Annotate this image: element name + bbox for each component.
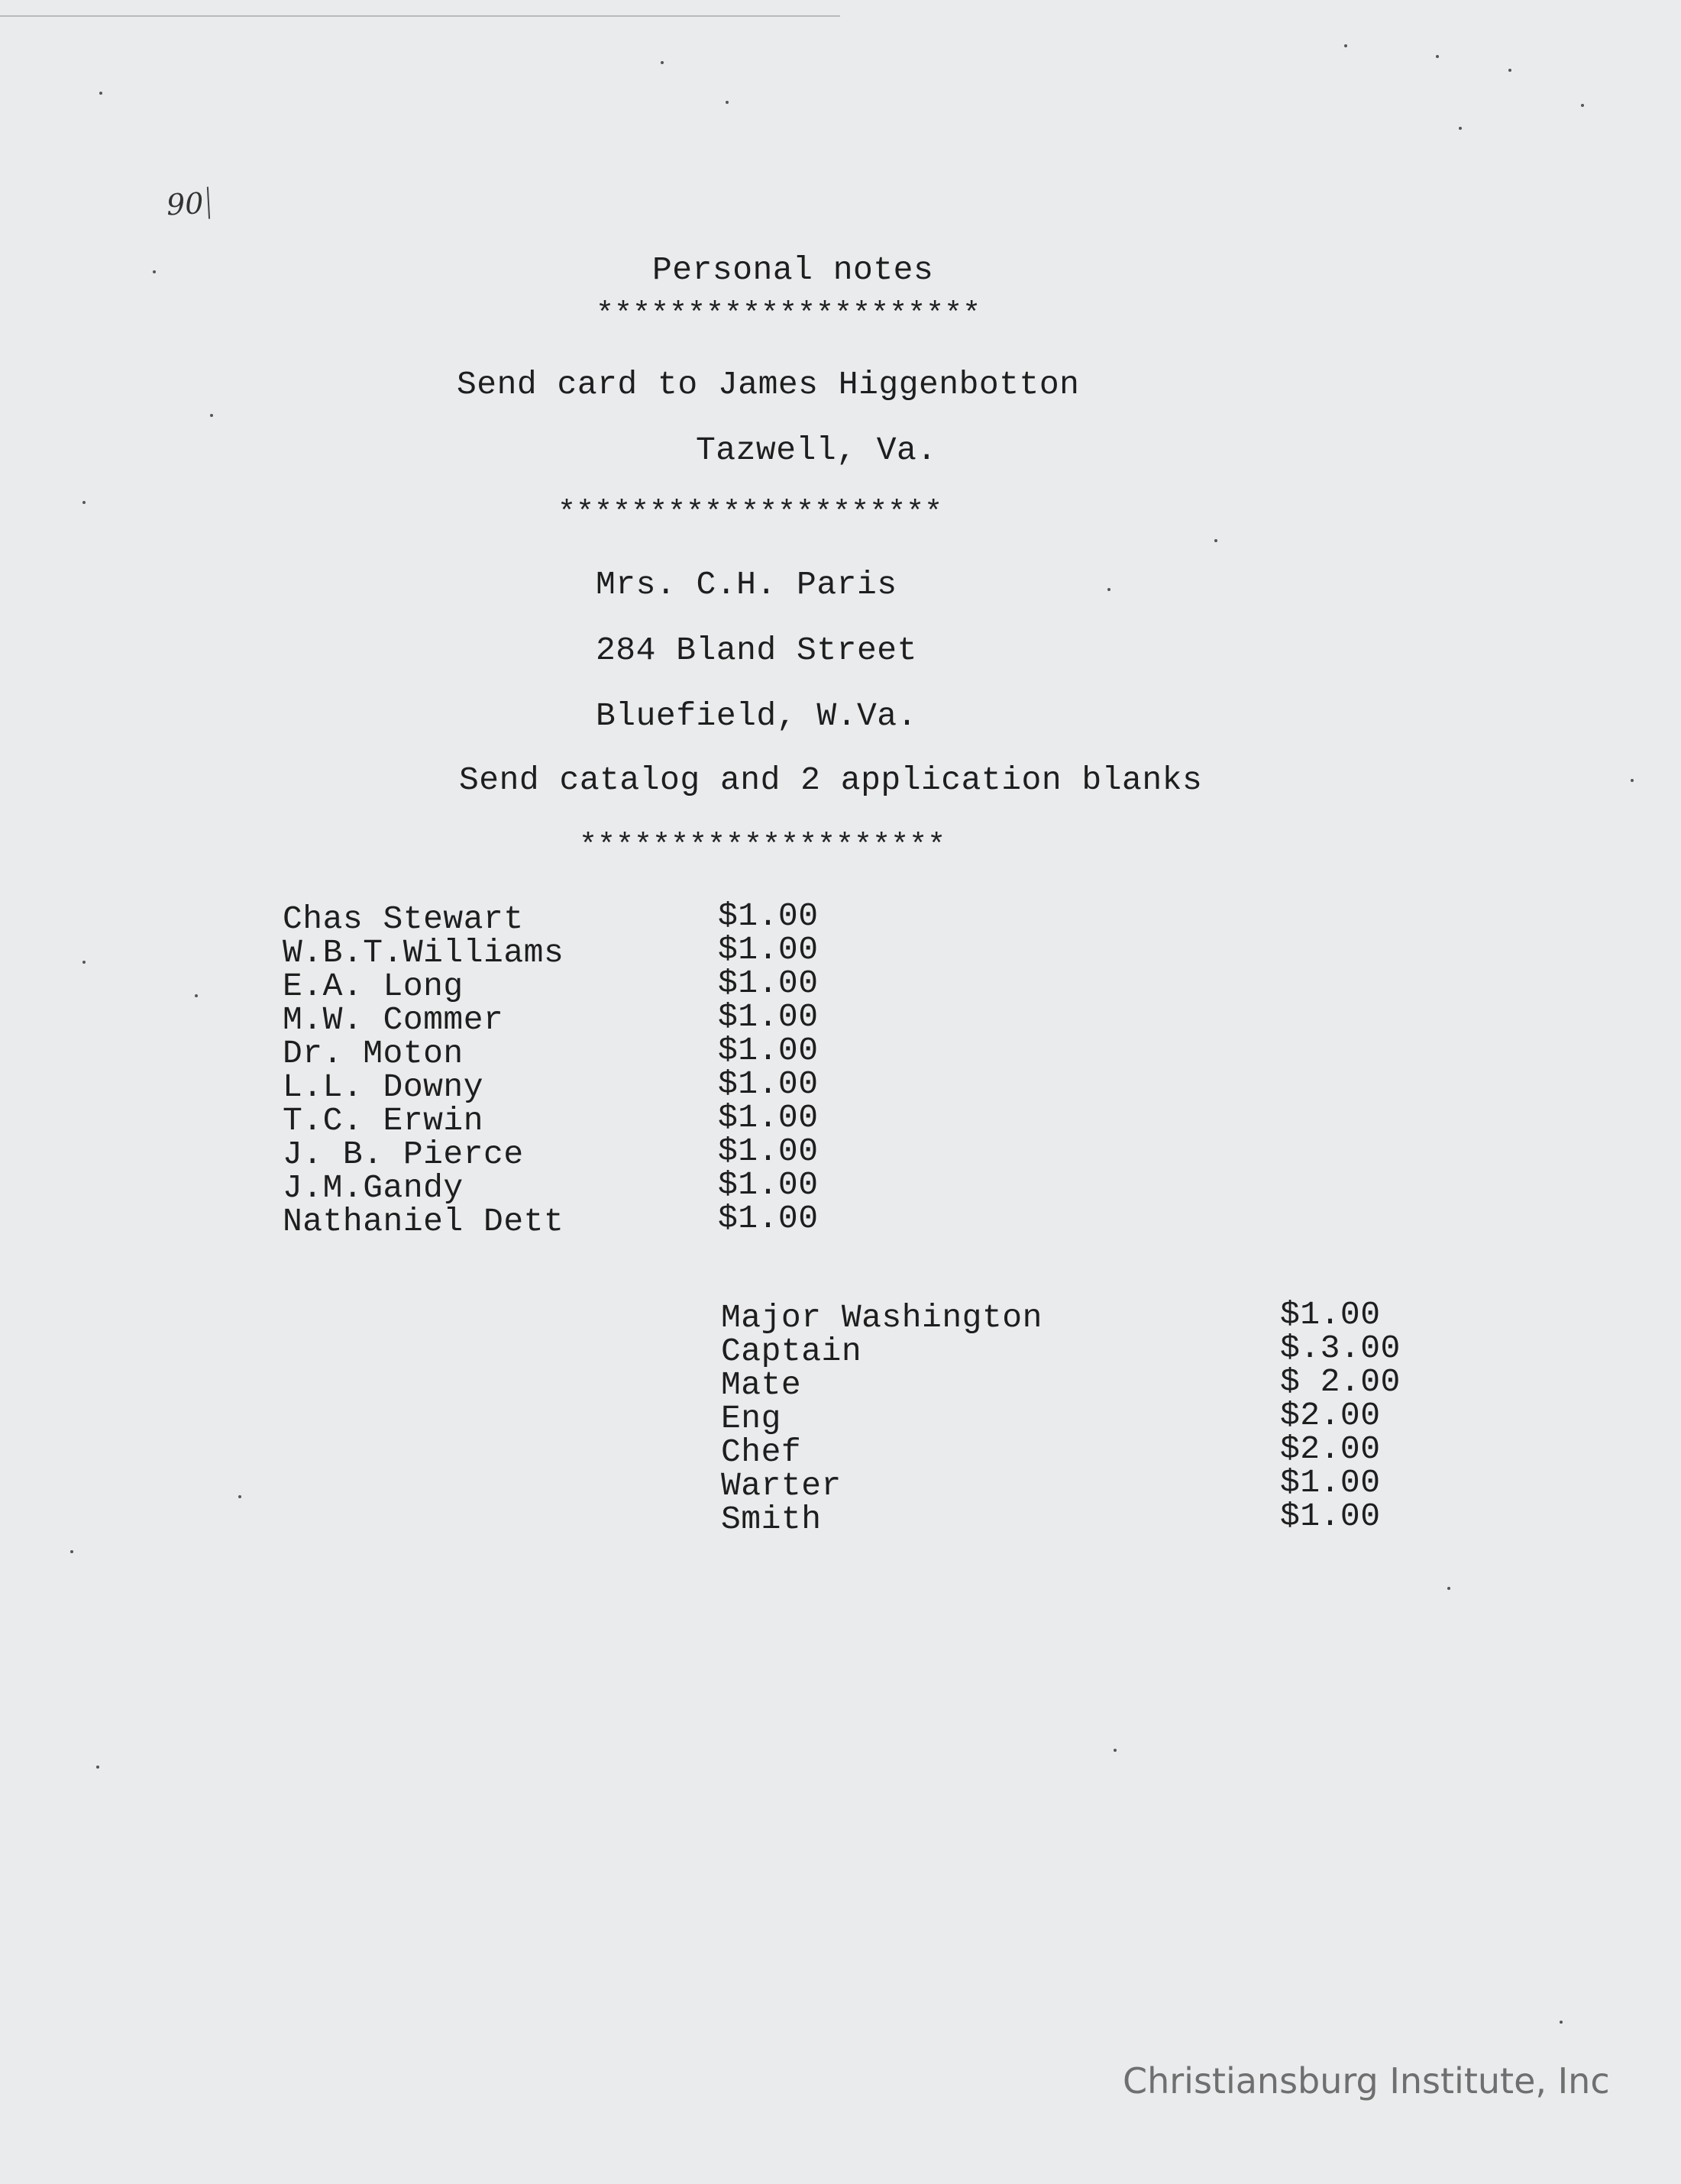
paper-speck xyxy=(1631,779,1634,782)
paper-speck xyxy=(1107,588,1110,591)
paper-speck xyxy=(1436,55,1439,58)
list-item: E.A. Long xyxy=(283,968,464,1005)
amount: $1.00 xyxy=(718,897,819,935)
list-item: T.C. Erwin xyxy=(283,1102,484,1139)
paper-speck xyxy=(1508,69,1511,72)
amount: $1.00 xyxy=(718,1132,819,1170)
paper-speck xyxy=(1214,539,1217,542)
crew-names xyxy=(721,1301,1043,1536)
amount: $ 2.00 xyxy=(1280,1363,1401,1401)
contributor-names xyxy=(283,900,564,1240)
list-item: Mate xyxy=(721,1366,802,1404)
amount: $1.00 xyxy=(718,1099,819,1136)
paper-speck xyxy=(1344,44,1347,47)
paper-speck xyxy=(726,101,729,104)
list-item: Warter xyxy=(721,1467,842,1504)
list-item: Eng xyxy=(721,1400,781,1437)
paper-speck xyxy=(1459,127,1462,130)
list-item: J.M.Gandy xyxy=(283,1169,464,1207)
list-item: W.B.T.Williams xyxy=(283,934,564,971)
address-city: Bluefield, W.Va. xyxy=(596,697,917,735)
paper-speck xyxy=(1560,2021,1563,2024)
separator-line: ********************* xyxy=(558,496,943,531)
crew-amounts xyxy=(1280,1298,1401,1533)
amount: $1.00 xyxy=(718,998,819,1035)
list-item: L.L. Downy xyxy=(283,1068,484,1106)
address-name: Mrs. C.H. Paris xyxy=(596,566,897,603)
address-street: 284 Bland Street xyxy=(596,632,917,669)
paper-speck xyxy=(96,1766,99,1769)
amount: $1.00 xyxy=(1280,1464,1381,1501)
page-title: Personal notes xyxy=(652,251,934,289)
instruction-line: Send catalog and 2 application blanks xyxy=(459,761,1203,799)
paper-speck xyxy=(99,92,102,95)
paper-speck xyxy=(1114,1749,1117,1752)
list-item: Smith xyxy=(721,1501,822,1538)
page-number: 90 xyxy=(166,187,210,221)
amount: $1.00 xyxy=(1280,1296,1381,1333)
amount: $2.00 xyxy=(1280,1397,1381,1434)
amount: $.3.00 xyxy=(1280,1329,1401,1367)
amount: $1.00 xyxy=(718,1065,819,1103)
list-item: Nathaniel Dett xyxy=(283,1203,564,1240)
amount: $1.00 xyxy=(718,1200,819,1237)
paper-speck xyxy=(82,961,86,964)
note-location: Tazwell, Va. xyxy=(696,431,937,469)
paper-speck xyxy=(195,994,198,997)
list-item: Captain xyxy=(721,1333,862,1370)
amount: $1.00 xyxy=(1280,1497,1381,1535)
list-item: J. B. Pierce xyxy=(283,1136,524,1173)
list-item: Dr. Moton xyxy=(283,1035,464,1072)
contributor-amounts xyxy=(718,897,819,1237)
amount: $1.00 xyxy=(718,1032,819,1069)
top-edge-line xyxy=(0,15,840,17)
paper-speck xyxy=(661,61,664,64)
list-item: Chas Stewart xyxy=(283,900,524,938)
amount: $2.00 xyxy=(1280,1430,1381,1468)
paper-speck xyxy=(238,1495,241,1498)
watermark: Christiansburg Institute, Inc xyxy=(1123,2060,1610,2102)
amount: $1.00 xyxy=(718,931,819,968)
paper-speck xyxy=(1447,1587,1450,1590)
note-line: Send card to James Higgenbotton xyxy=(457,366,1080,403)
list-item: Chef xyxy=(721,1433,802,1471)
amount: $1.00 xyxy=(718,1166,819,1203)
paper-speck xyxy=(82,501,86,504)
separator-line: ********************* xyxy=(596,298,981,332)
paper-speck xyxy=(210,414,213,417)
paper-speck xyxy=(153,270,156,273)
paper-speck xyxy=(70,1550,73,1553)
amount: $1.00 xyxy=(718,964,819,1002)
separator-line: ******************** xyxy=(579,829,946,864)
paper-speck xyxy=(1581,104,1584,107)
list-item: M.W. Commer xyxy=(283,1001,504,1039)
list-item: Major Washington xyxy=(721,1299,1043,1336)
